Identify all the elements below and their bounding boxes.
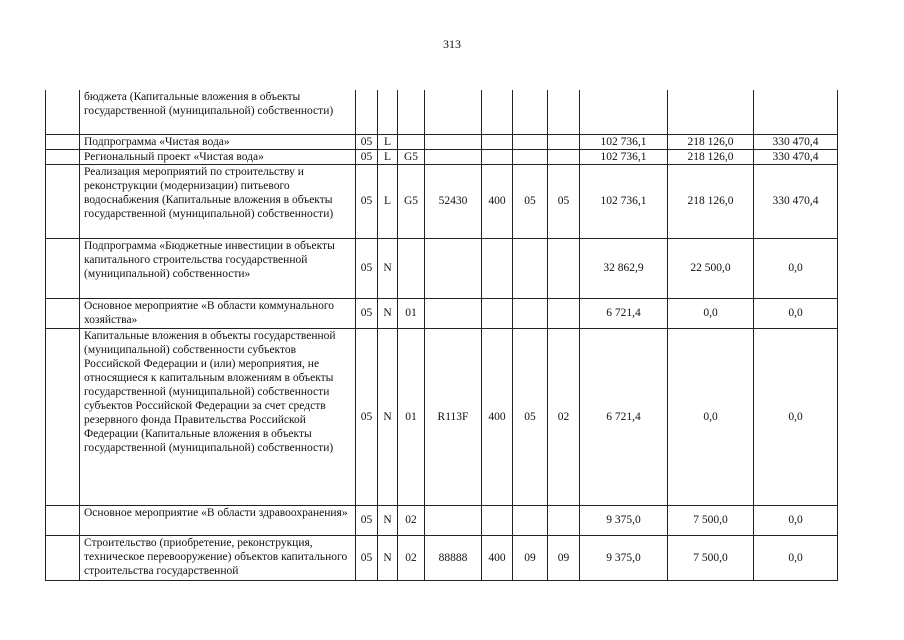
code-cell (548, 134, 580, 149)
code-cell: 400 (482, 164, 513, 238)
value-cell: 0,0 (754, 505, 838, 535)
code-cell: 05 (513, 328, 548, 505)
row-description: бюджета (Капитальные вложения в объекты государственной (муниципальной) собственности) (80, 90, 356, 134)
code-cell: 05 (356, 164, 378, 238)
code-cell (513, 238, 548, 298)
value-cell (754, 90, 838, 134)
row-description: Строительство (приобретение, реконструкция, техническое перевооружение) объектов капитального строительства государственной (80, 535, 356, 580)
row-description: Подпрограмма «Бюджетные инвестиции в объекты капитального строительства государственной (муниципальной) собственности» (80, 238, 356, 298)
code-cell (548, 90, 580, 134)
code-cell (482, 90, 513, 134)
value-cell: 0,0 (754, 328, 838, 505)
empty-cell (46, 535, 80, 580)
code-cell: 05 (356, 134, 378, 149)
code-cell: 400 (482, 328, 513, 505)
empty-cell (46, 238, 80, 298)
code-cell: 05 (356, 238, 378, 298)
code-cell (482, 134, 513, 149)
empty-cell (46, 149, 80, 164)
code-cell: 01 (398, 298, 425, 328)
table-row (46, 298, 838, 328)
table-row (46, 535, 838, 580)
code-cell: 05 (356, 149, 378, 164)
value-cell: 218 126,0 (668, 134, 754, 149)
code-cell (548, 149, 580, 164)
value-cell: 9 375,0 (580, 505, 668, 535)
code-cell (425, 505, 482, 535)
code-cell (378, 90, 398, 134)
code-cell (398, 238, 425, 298)
value-cell: 218 126,0 (668, 149, 754, 164)
code-cell (482, 298, 513, 328)
code-cell (425, 90, 482, 134)
empty-cell (46, 134, 80, 149)
code-cell: L (378, 164, 398, 238)
code-cell: 09 (548, 535, 580, 580)
code-cell (482, 505, 513, 535)
code-cell (548, 238, 580, 298)
value-cell: 330 470,4 (754, 164, 838, 238)
row-description: Подпрограмма «Чистая вода» (80, 134, 356, 149)
value-cell: 0,0 (754, 238, 838, 298)
code-cell (548, 298, 580, 328)
value-cell (580, 90, 668, 134)
empty-cell (46, 90, 80, 134)
value-cell: 102 736,1 (580, 149, 668, 164)
value-cell: 330 470,4 (754, 149, 838, 164)
code-cell (513, 134, 548, 149)
row-description: Реализация мероприятий по строительству и реконструкции (модернизации) питьевого водоснабжения (Капитальные вложения в объекты государственной (муниципальной) собственности) (80, 164, 356, 238)
row-description: Капитальные вложения в объекты государственной (муниципальной) собственности субъектов Российской Федерации и (или) мероприятия, не относящиеся к капитальным вложениям в объекты государственной (муниципальной) собственности субъектов Российской Федерации за счет средств резервного фонда Правительства Российской Федерации (Капитальные вложения в объекты государственной (муниципальной) собственности) (80, 328, 356, 505)
code-cell: 05 (356, 505, 378, 535)
value-cell: 102 736,1 (580, 164, 668, 238)
value-cell: 32 862,9 (580, 238, 668, 298)
code-cell: N (378, 238, 398, 298)
code-cell (482, 238, 513, 298)
row-description: Основное мероприятие «В области здравоохранения» (80, 505, 356, 535)
code-cell (548, 505, 580, 535)
empty-cell (46, 505, 80, 535)
code-cell: 09 (513, 535, 548, 580)
code-cell: 02 (548, 328, 580, 505)
code-cell (425, 238, 482, 298)
row-description: Основное мероприятие «В области коммунального хозяйства» (80, 298, 356, 328)
code-cell (398, 134, 425, 149)
code-cell: 400 (482, 535, 513, 580)
code-cell (356, 90, 378, 134)
value-cell: 102 736,1 (580, 134, 668, 149)
code-cell: G5 (398, 164, 425, 238)
value-cell: 0,0 (668, 328, 754, 505)
table-row (46, 505, 838, 535)
table-row (46, 134, 838, 149)
code-cell: N (378, 535, 398, 580)
value-cell (668, 90, 754, 134)
code-cell: 05 (356, 535, 378, 580)
table-row (46, 164, 838, 238)
budget-table-body (46, 90, 838, 580)
empty-cell (46, 328, 80, 505)
code-cell (425, 149, 482, 164)
code-cell: 52430 (425, 164, 482, 238)
page-number: 313 (443, 37, 461, 51)
code-cell: 05 (356, 328, 378, 505)
value-cell: 22 500,0 (668, 238, 754, 298)
value-cell: 9 375,0 (580, 535, 668, 580)
code-cell: 05 (356, 298, 378, 328)
code-cell (425, 298, 482, 328)
table-row (46, 149, 838, 164)
code-cell: R113F (425, 328, 482, 505)
value-cell: 0,0 (754, 535, 838, 580)
value-cell: 7 500,0 (668, 535, 754, 580)
code-cell (482, 149, 513, 164)
code-cell: L (378, 149, 398, 164)
code-cell: 88888 (425, 535, 482, 580)
code-cell: N (378, 328, 398, 505)
code-cell: 05 (548, 164, 580, 238)
code-cell: G5 (398, 149, 425, 164)
value-cell: 330 470,4 (754, 134, 838, 149)
code-cell (425, 134, 482, 149)
code-cell: N (378, 298, 398, 328)
value-cell: 0,0 (668, 298, 754, 328)
value-cell: 7 500,0 (668, 505, 754, 535)
code-cell: 02 (398, 535, 425, 580)
empty-cell (46, 164, 80, 238)
empty-cell (46, 298, 80, 328)
table-row (46, 238, 838, 298)
row-description: Региональный проект «Чистая вода» (80, 149, 356, 164)
value-cell: 0,0 (754, 298, 838, 328)
table-row (46, 90, 838, 134)
code-cell (513, 298, 548, 328)
table-row (46, 328, 838, 505)
budget-table (45, 90, 838, 581)
code-cell (513, 505, 548, 535)
code-cell: N (378, 505, 398, 535)
code-cell (513, 149, 548, 164)
code-cell: 01 (398, 328, 425, 505)
code-cell: 02 (398, 505, 425, 535)
value-cell: 6 721,4 (580, 328, 668, 505)
code-cell: 05 (513, 164, 548, 238)
value-cell: 6 721,4 (580, 298, 668, 328)
code-cell (513, 90, 548, 134)
code-cell: L (378, 134, 398, 149)
code-cell (398, 90, 425, 134)
value-cell: 218 126,0 (668, 164, 754, 238)
